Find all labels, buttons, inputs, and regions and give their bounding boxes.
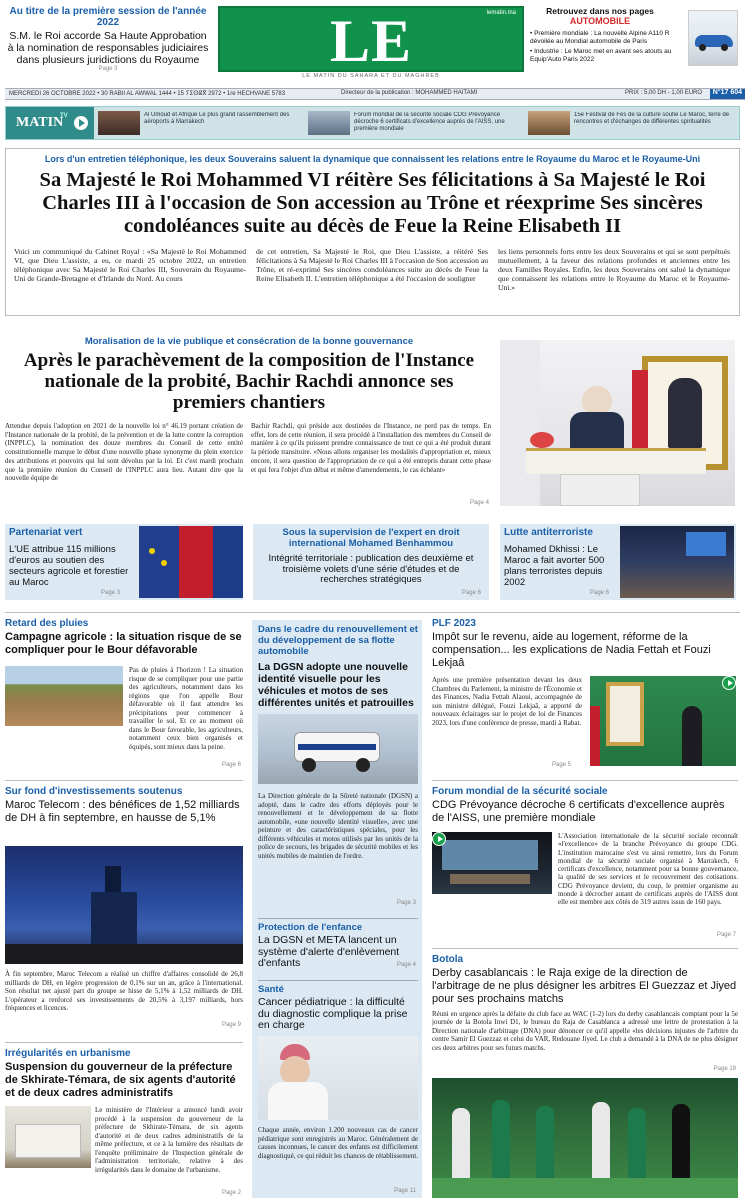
auto-teaser-title: AUTOMOBILE — [569, 16, 631, 26]
price-line: PRIX : 5,00 DH - 1,00 EURO — [625, 90, 703, 96]
left-article[interactable] — [5, 1048, 243, 1200]
masthead[interactable] — [218, 6, 524, 72]
eu-morocco-flags — [139, 526, 243, 598]
page-ref: Page 11 — [394, 1188, 416, 1194]
article-headline: Campagne agricole : la situation risque de se compliquer pour le Bour défavorable — [5, 631, 242, 656]
mid-box-text: L'UE attribue 115 millions d'euros au soutien des secteurs agricole et forestier au Maroc — [9, 544, 129, 588]
article-text: Le ministère de l'Intérieur a annoncé lundi avoir procédé à la suspension du gouverneur de la préfecture de Skhirate-Témara, de six agents d'autorité et de deux cadres administratifs de la même préfecture, et ce à la lumière des résultats de l'enquête préliminaire de l'Inspection générale de l'administration territoriale, relative à des irrégularités dans le domaine de l'urbanisme. — [95, 1106, 243, 1174]
left-article[interactable] — [5, 618, 243, 776]
telecom-tower-photo — [5, 846, 243, 964]
mid-box-text: Mohamed Dkhissi : Le Maroc a fait avorter 500 plans terroristes depuis 2002 — [504, 544, 605, 588]
mid-article[interactable] — [258, 984, 418, 1198]
page-ref: Page 2 — [221, 1190, 241, 1196]
conference-photo — [620, 526, 734, 598]
mid-box-green[interactable] — [5, 524, 243, 600]
article-kicker: Dans le cadre du renouvellement et du développement de sa flotte automobile — [258, 624, 418, 657]
lead-col: les liens personnels forts entre les deux Souverains et qui se sont perpétués mutuellement, à la faveur des relations profondes et anciennes entre les deux Familles Royales. Enfin, les deux Souverains ont salué la dynamique que connaissent les relations entre le Royaume du Maroc et le Royaume-Uni.» — [498, 247, 730, 292]
right-article[interactable] — [432, 954, 738, 1200]
second-headline: Après le parachèvement de la composition de l'Instance nationale de la probité, Bachir Rachdi annonce ses premiers chantiers — [23, 350, 475, 413]
tv-thumb[interactable] — [308, 111, 350, 135]
article-headline: La DGSN adopte une nouvelle identité visuelle pour les véhicules et motos de ses différentes unités et patrouilles — [258, 661, 414, 709]
article-headline: Cancer pédiatrique : la difficulté du diagnostic complique la prise en charge — [258, 996, 408, 1031]
article-kicker: Retard des pluies — [5, 618, 89, 629]
football-photo — [432, 1078, 738, 1198]
page-ref: Page 3 — [101, 590, 121, 596]
matin-tv-logo-text: MATIN — [16, 115, 64, 130]
auto-item-text: Première mondiale : La nouvelle Alpine A110 R dévoilée au Mondial automobile de Paris — [530, 30, 670, 45]
matin-tv-logo[interactable] — [6, 107, 94, 139]
mid-article[interactable] — [258, 624, 418, 914]
lead-headline: Sa Majesté le Roi Mohammed VI réitère Ses félicitations à Sa Majesté le Roi Charles III à l'occasion de Son accession au Trône et réexprime Ses sincères condoléances suite au décès de Feue la Reine Elisabeth II — [39, 169, 706, 237]
lead-col: de cet entretien, Sa Majesté le Roi, que Dieu L'assiste, a réitéré Ses félicitations à Sa Majesté le Roi Charles III à l'occasion de Son accession au Trône, et ré-exprimé Ses sincères condoléances suite au décès de Feue la Reine Elisabeth II. L'entretien téléphonique a été l'occasion de souligner — [256, 247, 488, 283]
article-kicker: Botola — [432, 954, 464, 965]
tv-item[interactable]: Al Umoud et Afrique Le plus grand rassemblement des aéroports à Marrakech — [144, 112, 290, 125]
website-label: lematin.ma — [486, 10, 516, 16]
article-text: Réuni en urgence après la défaite du club face au WAC (1-2) lors du derby casablancais comptant pour la 5e journée de la Botola Inwi D1, le bureau du Raja de Casablanca a adressé une lettre de protestation à la Direction nationale d'arbitrage (DNA) pour dénoncer ce qu'il appelle «les décisions injustes de l'arbitre du centre Samir El Guezzaz et celui du VAR, Redouane Jiyed. Le club a demandé à la DNA de ne plus désigner ces deux arbitres pour ses futurs matchs. — [432, 1010, 738, 1052]
auto-item: • Industrie : Le Maroc met en avant ses atouts au Equip'Auto Paris 2022 — [530, 48, 672, 63]
play-icon[interactable] — [722, 676, 736, 690]
second-col: Bachir Rachdi, qui préside aux destinées de l'Instance, ne perd pas de temps. En effet, lors de cette réunion, il sera procédé à l'installation des membres du Conseil de manière à ce qu'ils puissent prendre connaissance de tout ce qui a été produit durant la période transitoire. «Nous allons organiser les modalités d'appropriation et, mieux encore, il sera question de l'appropriation de ce qui a été entrepris durant cette phase et qui fera l'objet d'un débat et même d'amendements, le cas échéant» — [251, 422, 491, 474]
page-ref: Page 4 — [396, 962, 416, 968]
page-ref: Page 4 — [469, 500, 489, 506]
auto-teaser[interactable] — [530, 6, 744, 78]
mid-box-center[interactable] — [253, 524, 489, 600]
article-headline: CDG Prévoyance décroche 6 certificats d'excellence auprès de l'AISS, une première mondiale — [432, 799, 725, 824]
article-kicker: Forum mondial de la sécurité sociale — [432, 786, 608, 797]
top-teaser-kicker: Au titre de la première session de l'année 2022 — [9, 6, 207, 28]
matin-tv-band[interactable] — [5, 106, 740, 140]
mid-box-kicker: Lutte antiterroriste — [504, 527, 593, 538]
left-article[interactable] — [5, 786, 243, 1036]
article-kicker: Protection de l'enfance — [258, 922, 363, 933]
lead-col: Voici un communiqué du Cabinet Royal : «Sa Majesté le Roi Mohammed VI, que Dieu L'assiste, a eu, ce mardi 25 octobre 2022, un entretien téléphonique avec Sa Majesté le Roi Charles III, Souverain du Royaume-Uni de Grande-Bretagne et d'Irlande du Nord. Au cours — [14, 247, 246, 283]
page-ref: Page 3 — [396, 900, 416, 906]
tv-thumb[interactable] — [528, 111, 570, 135]
mid-box-right[interactable] — [500, 524, 736, 600]
mid-box-kicker: Partenariat vert — [9, 527, 83, 538]
article-headline: Impôt sur le revenu, aide au logement, réforme de la compensation... les explications de Nadia Fettah et Fouzi Lekjaâ — [432, 631, 711, 669]
tv-item[interactable]: Forum mondial de la sécurité sociale CDG Prévoyance décroche 6 certificats d'excellence auprès de l'AISS, une première mondiale — [354, 112, 505, 132]
matin-tv-logo-sup: TV — [60, 113, 68, 119]
page-ref: Page 7 — [716, 932, 736, 938]
mid-article[interactable] — [258, 922, 418, 978]
article-headline: La DGSN et META lancent un système d'alerte d'enlèvement d'enfants — [258, 934, 400, 969]
article-text: Chaque année, environ 1.200 nouveaux cas de cancer pédiatrique sont enregistrés au Maroc. Généralement de causes inconnues, le cancer des enfants est difficilement diagnostiqué, ce qui réduit les chances de rétablissement. — [258, 1126, 418, 1160]
car-photo — [688, 10, 738, 66]
mid-box-kicker: Sous la supervision de l'expert en droit international Mohamed Benhammou — [282, 527, 460, 549]
article-text: Après une première présentation devant les deux Chambres du Parlement, la ministre de l'Économie et des Finances, Nadia Fettah Alaoui, accompagnée de son ministre délégué, Fouzi Lekjaâ, a apporté de nouveaux éclairages sur le projet de loi de Finances 2023, lors d'une conférence de presse, mardi à Rabat. — [432, 676, 582, 727]
director-line: Directeur de la publication : MOHAMMED HAITAMI — [341, 90, 478, 96]
article-text: La Direction générale de la Sûreté nationale (DGSN) a adopté, dans le cadre des efforts déployés pour le renouvellement et le développement de sa flotte automobile, «une nouvelle identité visuelle», avec une peinture et des caractéristiques spéciales, pour les différents véhicules et motos utilisés par les unités de la police de secours, les brigades de sécurité mobiles et les unités mobiles de maintien de l'ordre. — [258, 792, 418, 860]
police-car-photo — [258, 714, 418, 784]
page-ref: Page 6 — [221, 762, 241, 768]
top-teaser-text: S.M. le Roi accorde Sa Haute Approbation à la nomination de responsables judiciaires dans plusieurs juridictions du Royaume — [7, 30, 209, 66]
tv-thumb[interactable] — [98, 111, 140, 135]
article-text: Pas de pluies à l'horizon ! La situation risque de se compliquer pour une partie des agriculteurs, notamment dans les régions que l'on appelle Bour défavorable où il faut attendre les précipitations pour commencer à travailler le sol. Et ce au moment où dans le Bour favorable, les agriculteurs, notamment ceux bien organisés et équipés, sont mieux dans la peine. — [129, 666, 243, 751]
second-col: Attendue depuis l'adoption en 2021 de la nouvelle loi n° 46.19 portant création de l'Instance nationale de la probité, de la prévention et de la lutte contre la corruption (INPPLC), la nomination des douze membres du Conseil de cette entité constitutionnelle marque le début d'une nouvelle phase synonyme du plein exercice des attributions et pouvoirs qui lui sont dévolus par la loi. Et c'est mardi prochain que la première réunion du Conseil de l'INPPLC aura lieu. Autant dire que la nouvelle équipe de — [5, 422, 243, 483]
issue-number: N°17 604 — [710, 88, 745, 100]
dateline-bar — [5, 88, 745, 100]
page-ref: Page 5 — [552, 762, 572, 768]
lead-article[interactable] — [5, 148, 740, 316]
play-icon[interactable] — [74, 116, 88, 130]
date-line: MERCREDI 26 OCTOBRE 2022 • 30 RABII AL AWWAL 1444 • 15 ⵢⵉⵙⵓⴳ 2972 • 1re HECHVANE 5783 — [9, 91, 286, 97]
drought-photo — [5, 666, 123, 726]
article-headline: Maroc Telecom : des bénéfices de 1,52 milliards de DH à fin septembre, en hausse de 5,1% — [5, 799, 240, 824]
second-article[interactable] — [5, 334, 493, 514]
article-kicker: Irrégularités en urbanisme — [5, 1048, 131, 1059]
article-text: À fin septembre, Maroc Telecom a réalisé un chiffre d'affaires consolidé de 26,8 milliards de DH, en légère progression de 0,1% sur un an, grâce à l'international. Son résultat net ajusté part du groupe se hisse de 5,1% à 1,52 milliards de DH. L'opérateur a renforcé ses investissements de 20,5% à 3,197 milliards, hors fréquences et licences. — [5, 970, 243, 1012]
masthead-title: LE — [329, 8, 413, 72]
rachdi-photo — [500, 340, 735, 506]
page-ref: Page 9 — [221, 1022, 241, 1028]
child-photo — [258, 1036, 418, 1120]
article-headline: Suspension du gouverneur de la préfecture de Skhirate-Témara, de six agents d'autorité et de deux cadres administratifs — [5, 1061, 236, 1099]
right-article[interactable] — [432, 786, 738, 944]
right-article[interactable] — [432, 618, 738, 774]
masthead-tagline: LE MATIN DU SAHARA ET DU MAGHREB — [302, 73, 440, 79]
auto-teaser-kicker: Retrouvez dans nos pages — [546, 6, 654, 16]
article-text: L'Association internationale de la sécurité sociale reconnaît «l'excellence» de la branche Prévoyance du groupe CDG. L'institution marocaine s'est vu ainsi remettre, lors du Forum mondial de la sécurité sociale organisé à Marrakech, 6 certificats d'excellence, notamment pour sa bonne gouvernance, la qualité de ses services et le recouvrement des cotisations. CDG Prévoyance devient, du coup, le premier organisme au monde à décrocher autant de certificats auprès de l'AISS dont elle est membre aux côtés de 319 autres issus de 160 pays. — [558, 832, 738, 907]
auto-item: • Première mondiale : La nouvelle Alpine A110 R dévoilée au Mondial automobile de Paris — [530, 30, 670, 45]
lead-kicker: Lors d'un entretien téléphonique, les deux Souverains saluent la dynamique que connaissent les relations entre le Royaume du Maroc et le Royaume-Uni — [44, 154, 701, 164]
article-kicker: PLF 2023 — [432, 618, 476, 629]
page-ref: Page 19 — [713, 1066, 736, 1072]
page-ref: Page 6 — [590, 590, 610, 596]
auto-item-text: Industrie : Le Maroc met en avant ses atouts au Equip'Auto Paris 2022 — [530, 48, 672, 63]
top-teaser-left[interactable] — [5, 6, 211, 78]
tv-item[interactable]: 15e Festival de Fès de la culture soufie Le Maroc, terre de rencontres et d'échanges de différentes spiritualités — [574, 112, 730, 125]
second-kicker: Moralisation de la vie publique et consécration de la bonne gouvernance — [84, 336, 414, 347]
page-ref: Page 3 — [98, 66, 118, 72]
press-conference-photo — [590, 676, 736, 766]
page-ref: Page 6 — [461, 590, 481, 596]
article-kicker: Santé — [258, 984, 284, 995]
article-kicker: Sur fond d'investissements soutenus — [5, 786, 183, 797]
mid-box-text: Intégrité territoriale : publication des deuxième et troisième volets d'une série d'études et de recherches stratégiques — [268, 553, 474, 585]
article-headline: Derby casablancais : le Raja exige de la direction de l'arbitrage de ne plus désigner les arbitres El Guezzaz et Jiyed pour ses prochains matchs — [432, 967, 737, 1005]
